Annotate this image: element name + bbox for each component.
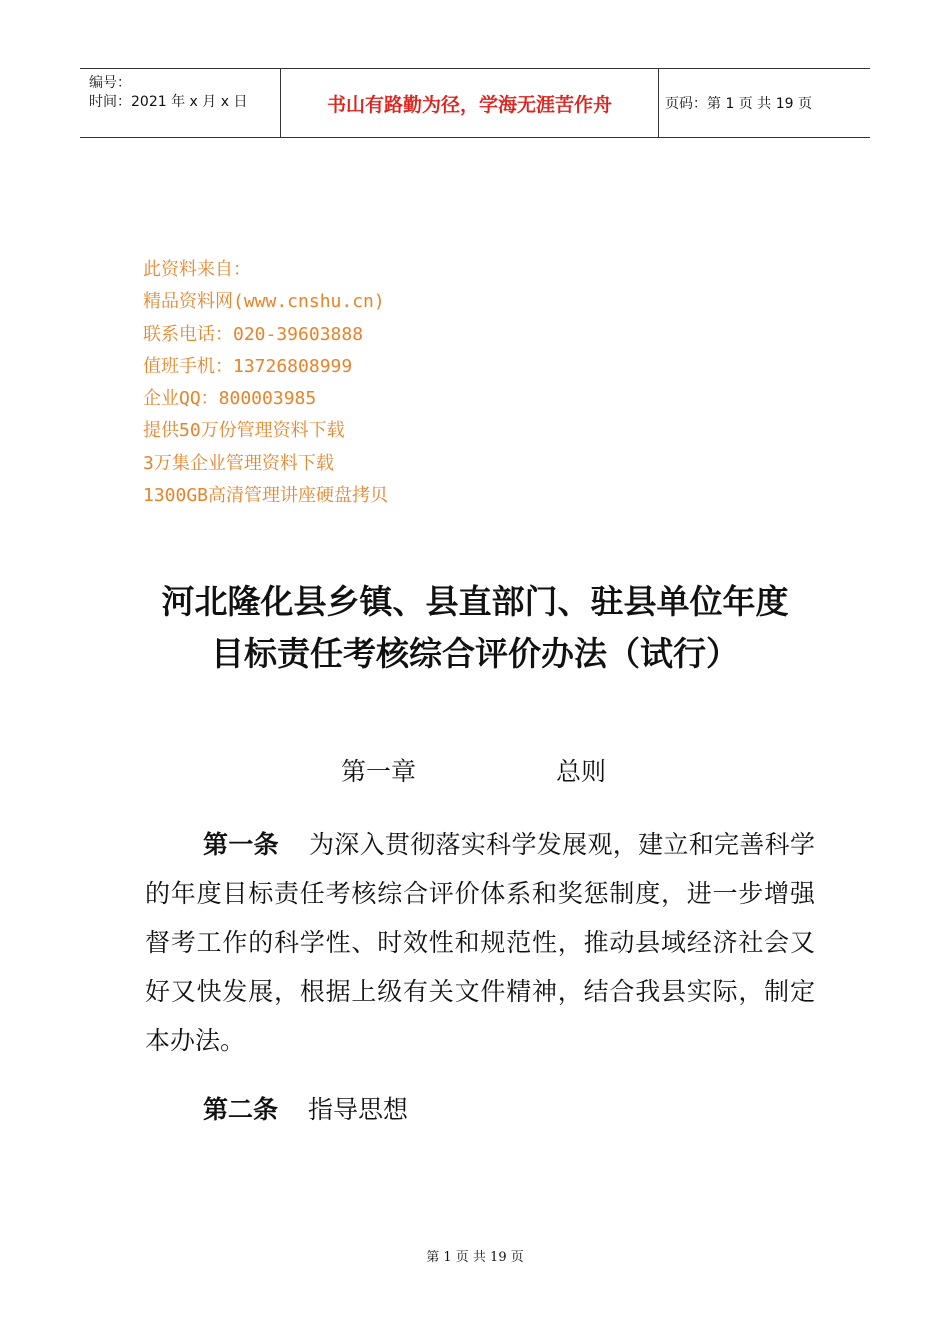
document-title: 河北隆化县乡镇、县直部门、驻县单位年度目标责任考核综合评价办法（试行） <box>161 582 789 673</box>
article-2-text: 指导思想 <box>308 1095 409 1124</box>
page-footer: 第 1 页 共 19 页 <box>426 1250 524 1265</box>
source-line: 3万集企业管理资料下载 <box>143 452 334 474</box>
document-time-label: 时间：2021 年 x 月 x 日 <box>89 94 248 110</box>
header-motto: 书山有路勤为径，学海无涯苦作舟 <box>281 69 659 137</box>
article-1-text: 为深入贯彻落实科学发展观，建立和完善科学的年度目标责任考核综合评价体系和奖惩制度，进一步增强督考工作的科学性、时效性和规范性，推动县域经济社会又好又快发展，根据上级有关文件精神，结合我县实际，制定本办法。 <box>145 830 815 1055</box>
source-line: 企业QQ：800003985 <box>143 388 317 410</box>
header-meta-cell <box>80 69 281 137</box>
page-header <box>80 68 870 138</box>
document-number-label: 编号： <box>89 75 131 91</box>
chapter-title: 总则 <box>556 757 607 786</box>
source-line: 精品资料网(www.cnshu.cn) <box>143 291 385 313</box>
source-info-block <box>143 254 388 512</box>
chapter-number: 第一章 <box>341 757 417 786</box>
source-line: 1300GB高清管理讲座硬盘拷贝 <box>143 485 389 507</box>
source-line: 值班手机：13726808999 <box>143 355 353 377</box>
header-page-info: 页码：第 1 页 共 19 页 <box>665 96 812 112</box>
source-line: 提供50万份管理资料下载 <box>143 420 345 442</box>
source-line: 此资料来自： <box>143 259 251 280</box>
article-2 <box>203 1090 408 1126</box>
article-2-label: 第二条 <box>203 1095 279 1124</box>
article-1-label: 第一条 <box>203 830 279 859</box>
source-line: 联系电话：020-39603888 <box>143 323 364 345</box>
article-1 <box>145 820 815 1065</box>
